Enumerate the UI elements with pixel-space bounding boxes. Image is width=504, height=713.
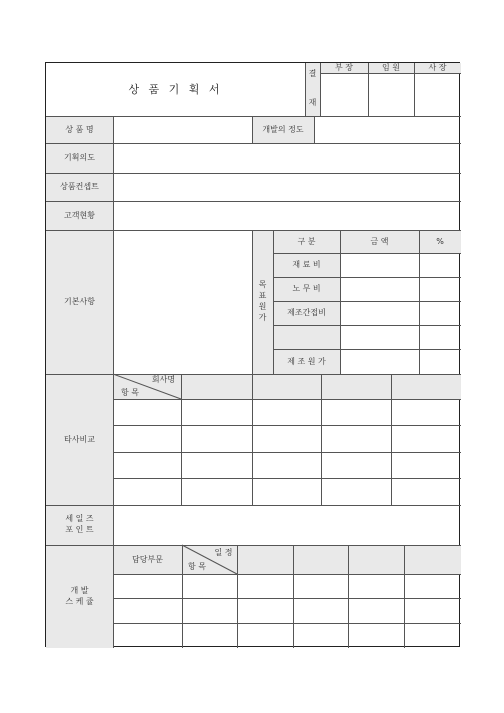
- document-title: 상 품 기 획 서: [128, 82, 223, 96]
- basic-matters-label: 기본사항: [64, 297, 95, 307]
- product-name-label: 상 품 명: [65, 124, 94, 134]
- approval-role-president: 사 장: [428, 63, 447, 73]
- dev-plan-line-1: 개 발: [70, 585, 89, 595]
- planning-intent-label: 기획의도: [64, 153, 95, 163]
- approval-role-executive: 임 원: [382, 63, 400, 73]
- product-concept-label: 상품컨셉트: [60, 182, 99, 192]
- target-cost-char: 목: [258, 280, 267, 290]
- sales-points-line-2: 포 인 트: [65, 525, 94, 534]
- competitor-diag-top: 회사명: [151, 375, 176, 385]
- cost-header-percent: %: [436, 236, 444, 246]
- cost-item-blank: [273, 325, 340, 349]
- schedule-diag-bottom: 항 목: [188, 561, 206, 571]
- sales-points-label: [46, 505, 113, 545]
- dev-plan-label: [46, 545, 113, 648]
- competitor-diag-bottom: 항 목: [121, 388, 139, 398]
- customer-status-label: 고객현황: [64, 210, 95, 220]
- dev-plan-line-2: 스 케 쥴: [65, 596, 94, 606]
- cost-item-material: 재 료 비: [292, 260, 321, 270]
- cost-item-overhead: 제조간접비: [287, 308, 326, 318]
- cost-header-amount: 금 액: [370, 236, 389, 246]
- cost-item-manufacturing: 제 조 원 가: [287, 356, 326, 366]
- planning-form: [45, 62, 460, 647]
- schedule-dept-header: 담당부문: [132, 554, 163, 564]
- approval-role-manager: 부 장: [335, 63, 353, 73]
- target-cost-char: 표: [258, 291, 267, 301]
- sales-points-line-1: 세 일 즈: [65, 514, 94, 524]
- competitor-compare-label: 타사비교: [64, 434, 95, 444]
- cost-header-category: 구 분: [297, 236, 316, 246]
- cost-item-labor: 노 무 비: [292, 284, 321, 294]
- target-cost-char: 가: [258, 312, 267, 322]
- approval-label-top: 결: [308, 69, 317, 79]
- approval-label-bottom: 재: [308, 98, 317, 108]
- target-cost-char: 원: [258, 302, 267, 311]
- target-cost-side-label: [252, 230, 273, 374]
- development-degree-label: 개발의 정도: [262, 124, 304, 134]
- schedule-diag-top: 일 정: [214, 547, 233, 557]
